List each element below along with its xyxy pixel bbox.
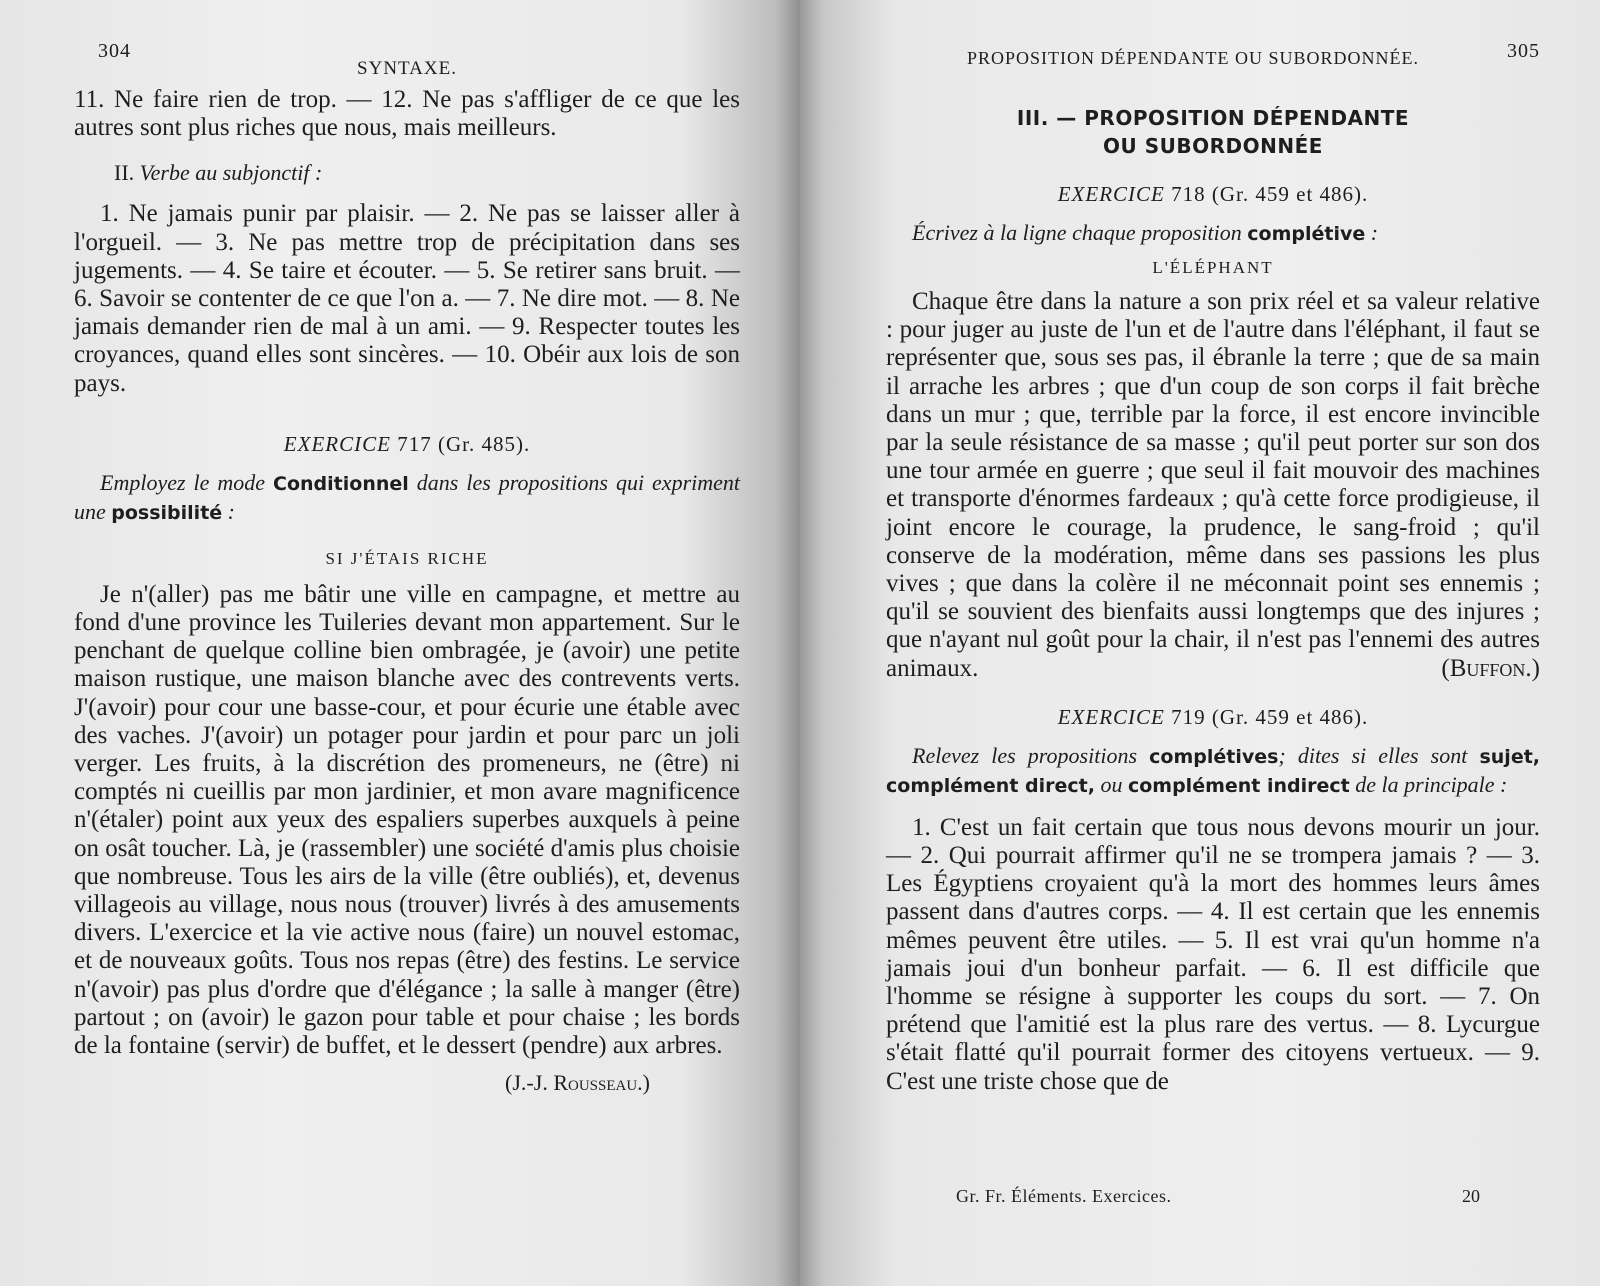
exercise-719-ref: (Gr. 459 et 486). <box>1211 704 1369 729</box>
right-running-title: PROPOSITION DÉPENDANTE OU SUBORDONNÉE. <box>966 48 1419 68</box>
exercise-717-instr-2: dans les propositions qui expriment une <box>74 469 741 524</box>
exercise-717-instructions <box>74 469 740 527</box>
right-page-number: 305 <box>1507 40 1540 62</box>
section-iii-heading-line-2: OU SUBORDONNÉE <box>1103 134 1323 158</box>
exercise-719-instr-bold-1: complétives <box>1149 745 1279 768</box>
exercise-718-instr-2: : <box>1370 220 1379 245</box>
footer-sheet-number: 20 <box>1462 1186 1480 1206</box>
exercise-717-number: 717 <box>397 431 432 456</box>
section-ii-text: 1. Ne jamais punir par plaisir. — 2. Ne pas se laisser aller à l'orgueil. — 3. Ne pas mettre trop de précipitation dans ses jugements. — 4. Se taire et écouter. — 5. Se retirer sans bruit. — 6. Savoir se contenter de ce que l'on a. — 7. Ne dire mot. — 8. Ne jamais demander rien de mal à un ami. — 9. Respecter toutes les croyances, quand elles sont sincères. — 10. Obéir aux lois de son pays. <box>74 200 740 397</box>
exercise-717-instr-bold-1: Conditionnel <box>273 472 409 495</box>
exercise-718-number: 718 <box>1171 182 1206 206</box>
exercise-718-name: EXERCICE <box>1057 182 1165 206</box>
exercise-719-instr-bold-2: sujet, complément direct, <box>886 745 1541 797</box>
left-running-head <box>74 40 740 80</box>
section-ii-label: II. <box>114 160 135 186</box>
exercise-717-title <box>74 432 740 457</box>
continuation-text: 11. Ne faire rien de trop. — 12. Ne pas s'affliger de ce que les autres sont plus riches que nous, mais meilleurs. <box>74 86 740 142</box>
right-page <box>800 0 1600 1286</box>
exercise-718-instr-1: Écrivez à la ligne chaque proposition <box>912 220 1242 245</box>
exercise-717-ref: (Gr. 485). <box>437 431 531 456</box>
left-running-title: SYNTAXE. <box>357 58 457 79</box>
exercise-718-ref: (Gr. 459 et 486). <box>1211 182 1369 206</box>
exercise-717-attribution: (J.-J. Rousseau.) <box>505 1070 650 1096</box>
section-ii-title: Verbe au subjonctif : <box>139 160 323 186</box>
right-running-head <box>886 40 1540 80</box>
section-iii-heading <box>886 104 1540 160</box>
exercise-718-title <box>886 182 1540 207</box>
exercise-717-instr-3: : <box>227 498 235 524</box>
section-ii-heading <box>114 160 740 186</box>
exercise-717-name: EXERCICE <box>283 431 391 456</box>
exercise-719-instr-3: ou <box>1100 771 1123 797</box>
exercise-719-text: 1. C'est un fait certain que tous nous devons mourir un jour. — 2. Qui pourrait affirmer qu'il ne se trompera jamais ? — 3. Les Égyptiens croyaient qu'à la mort des hommes leurs âmes passent dans d'autres corps. — 4. Il est certain que les ennemis mêmes peuvent être utiles. — 5. Il est vrai qu'un homme n'a jamais joui d'un bonheur parfait. — 6. Il est difficile que l'homme se résigne à supporter les coups du sort. — 7. On prétend que l'amitié est la plus rare des vertus. — 8. Lycurgue s'était flatté qu'il pourrait former des citoyens vertueux. — 9. C'est une triste chose que de <box>886 813 1540 1095</box>
exercise-719-instr-4: de la principale : <box>1355 771 1508 797</box>
exercise-718-story-title: L'ÉLÉPHANT <box>1152 258 1274 277</box>
exercise-718-text-body: Chaque être dans la nature a son prix réel et sa valeur relative : pour juger au juste de l'un et de l'autre dans l'éléphant, il faut se représenter que, sous ses pas, il ébranle la terre ; que de sa main il arrache les arbres ; que d'un coup de son corps il fait brèche dans un mur ; que, terrible par la force, il est encore invincible par la seule résistance de sa masse ; qu'il peut porter sur son dos une tour armée en guerre ; que seul il fait mouvoir des machines et transporte d'énormes fardeaux ; qu'à cette force prodigieuse, il joint encore le courage, la prudence, le sang-froid ; qu'il conserve de la modération, même dans ses passions les plus vives ; que dans la colère il ne méconnait point ses ennemis ; qu'il se souvient des bienfaits aussi longtemps que des injures ; que n'ayant nul goût pour la chair, il n'est pas l'ennemi des autres animaux. <box>886 288 1540 682</box>
exercise-718-instructions <box>886 219 1540 248</box>
exercise-718-text <box>886 288 1540 683</box>
exercise-718-instr-bold-1: complétive <box>1247 223 1366 245</box>
exercise-718-attribution: (Buffon.) <box>1441 654 1540 682</box>
exercise-719-instructions <box>886 742 1540 800</box>
section-iii-heading-line-1: III. — PROPOSITION DÉPENDANTE <box>1016 106 1410 130</box>
exercise-719-instr-bold-3: complément indirect <box>1127 774 1350 797</box>
exercise-719-name: EXERCICE <box>1057 704 1165 729</box>
exercise-717-instr-bold-2: possibilité <box>111 501 223 524</box>
left-page-number: 304 <box>98 40 131 62</box>
exercise-719-instr-1: Relevez les propositions <box>912 742 1138 768</box>
exercise-719-instr-2: ; dites si elles sont <box>1278 742 1468 768</box>
exercise-717-text: Je n'(aller) pas me bâtir une ville en campagne, et mettre au fond d'une province les Tuileries devant mon appartement. Sur le penchant de quelque colline bien ombragée, je (avoir) une petite maison rustique, une maison blanche avec des contrevents verts. J'(avoir) pour cour une basse-cour, et pour écurie une étable avec des vaches. J'(avoir) un potager pour jardin et pour parc un joli verger. Les fruits, à la discrétion des promeneurs, ne (être) ni comptés ni cueillis par mon jardinier, et mon avare magnificence n'(étaler) point aux yeux des espaliers superbes auxquels à peine on osât toucher. Là, je (rassembler) une société d'amis plus choisie que nombreuse. Tous les airs de la ville (être oubliés), et, devenus villageois au village, nous nous (trouver) livrés à des amusements divers. L'exercice et la vie active nous (faire) un nouvel estomac, et de nouveaux goûts. Tous nos repas (être) des festins. Le service n'(avoir) pas plus d'ordre que d'élégance ; la salle à manger (être) partout ; on (avoir) le gazon pour table et pour chaise ; les bords de la fontaine (servir) de buffet, et le dessert (pendre) aux arbres. <box>74 580 740 1060</box>
exercise-719-number: 719 <box>1171 704 1206 729</box>
exercise-717-instr-1: Employez le mode <box>100 469 266 495</box>
exercise-719-title <box>886 705 1540 730</box>
exercise-717-story-title: SI J'ÉTAIS RICHE <box>325 548 489 568</box>
footer-signature: Gr. Fr. Éléments. Exercices. <box>956 1186 1172 1206</box>
